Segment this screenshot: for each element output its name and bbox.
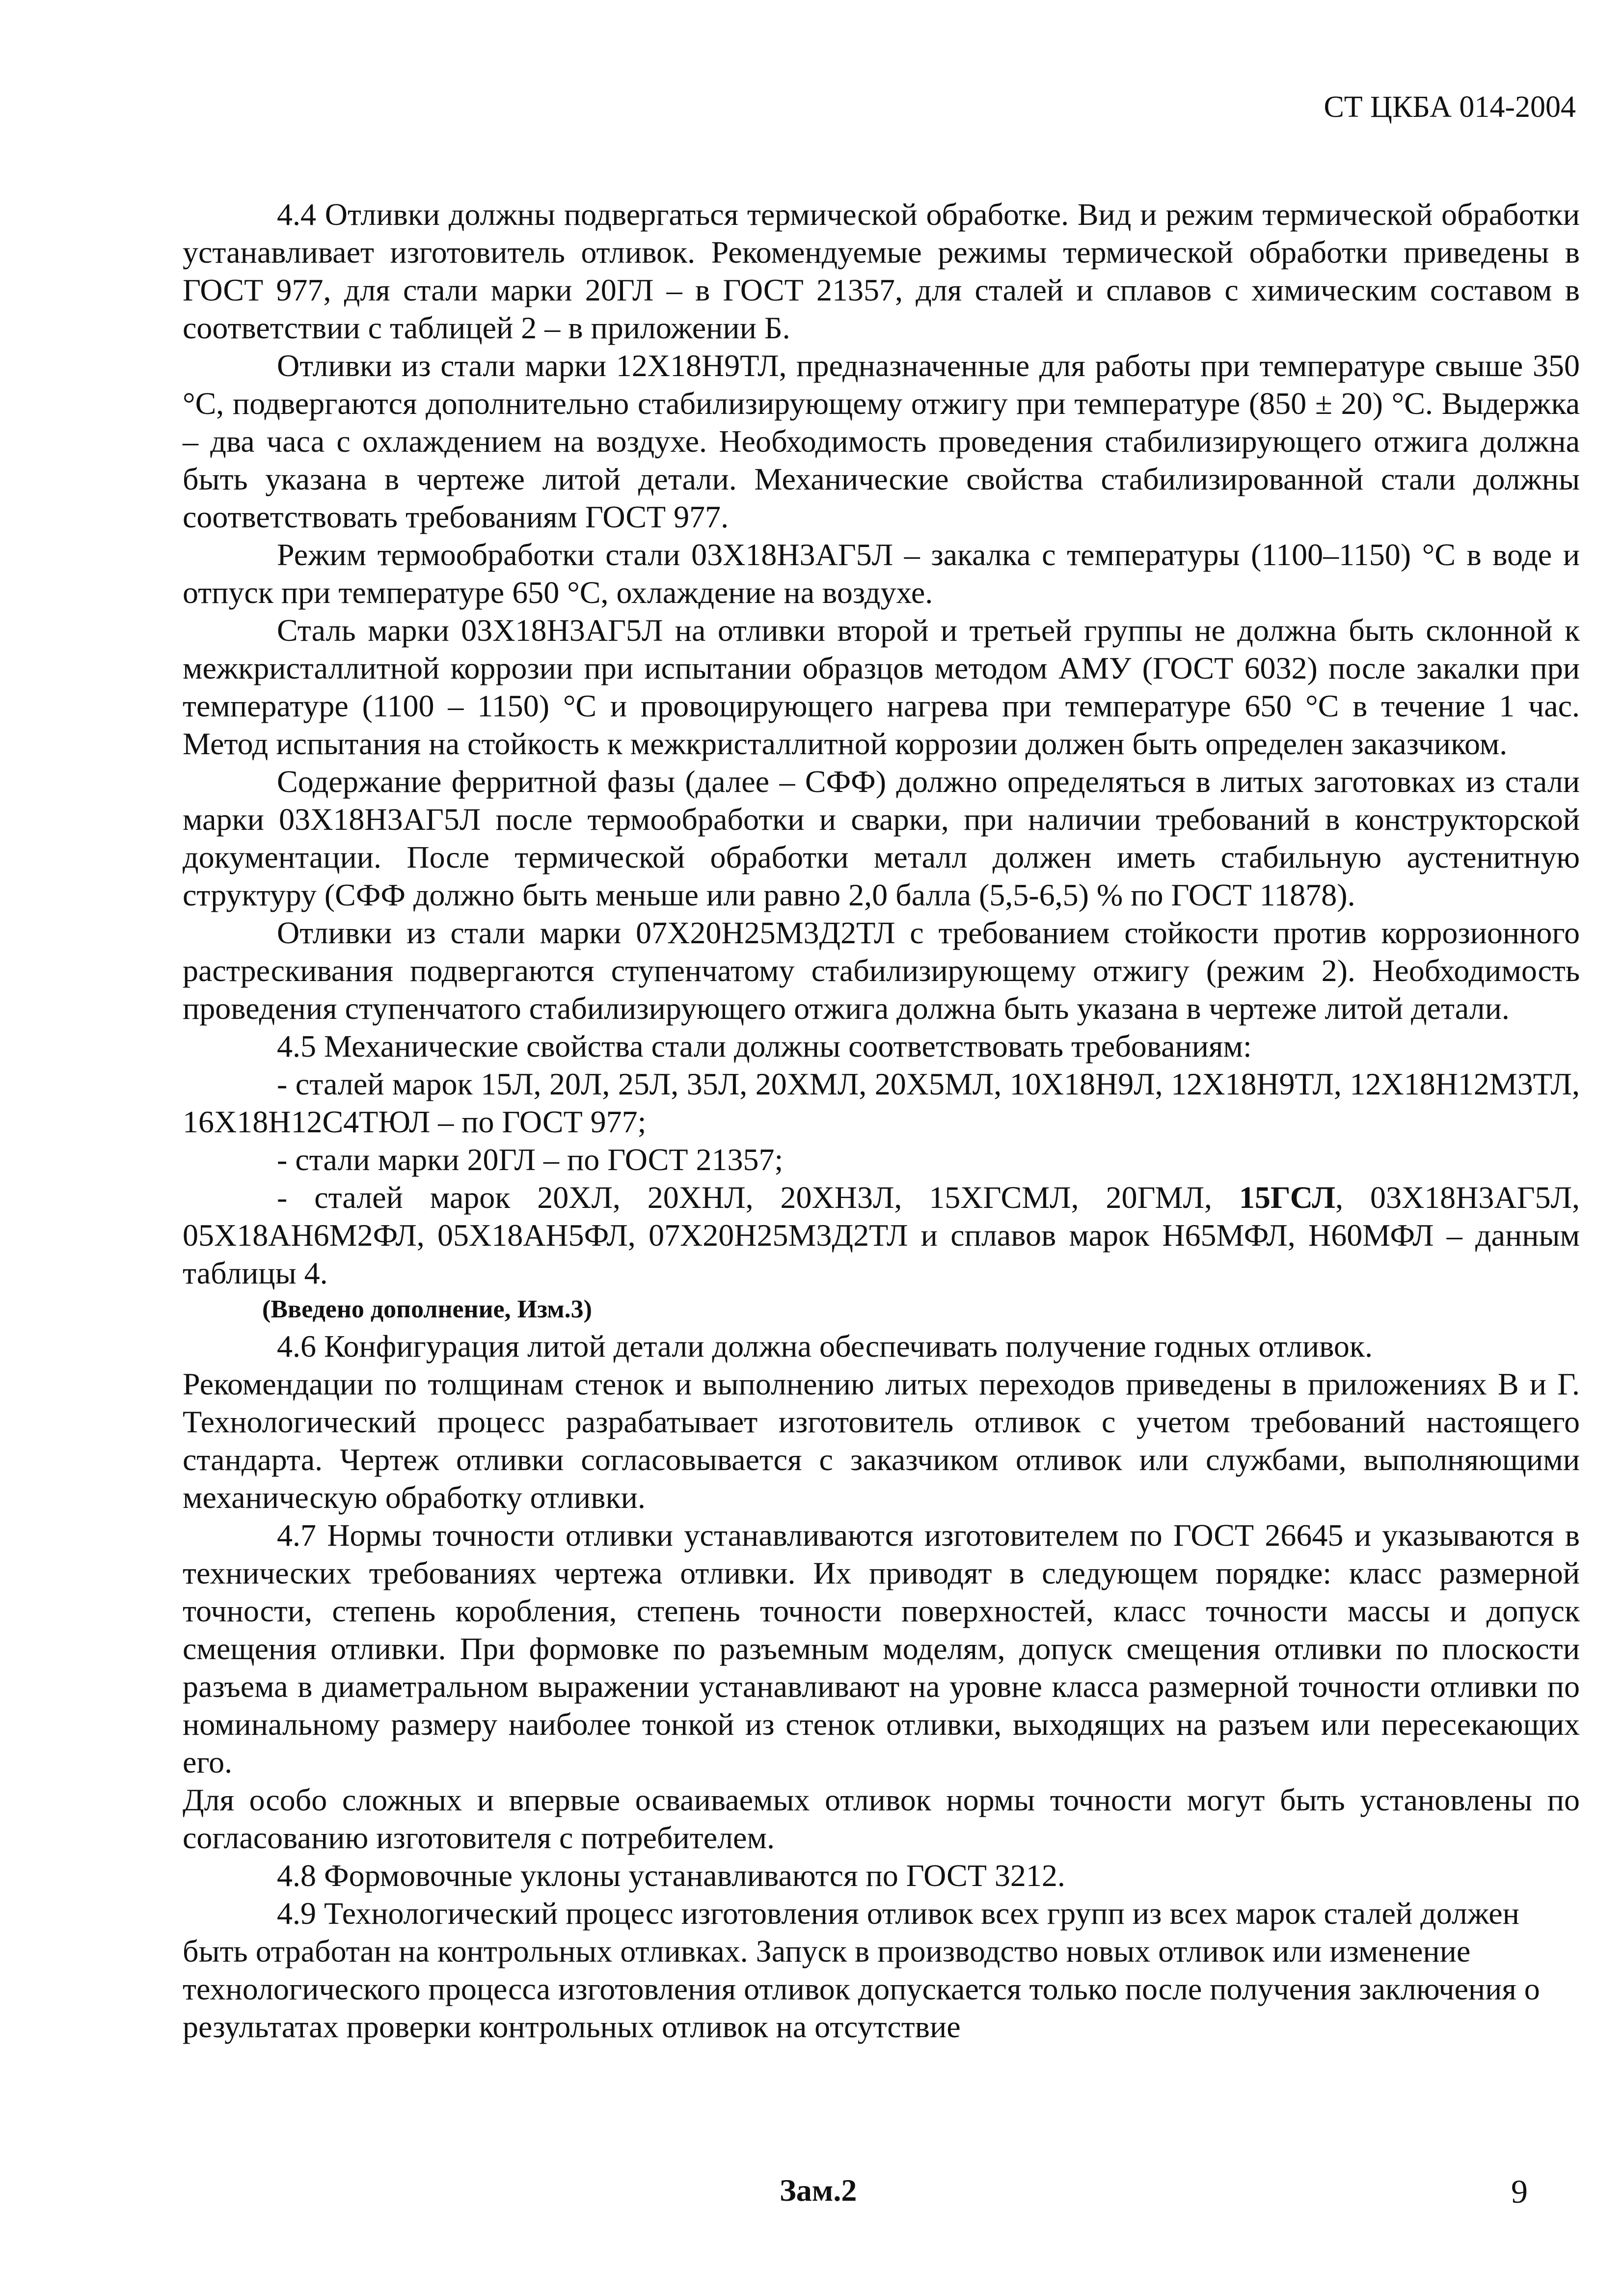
list-item-table-4	[183, 1178, 1580, 1292]
paragraph-complex-castings: Для особо сложных и впервые осваиваемых отливок нормы точности могут быть установлены по согласованию изготовителя с потребителем.	[183, 1782, 1580, 1855]
paragraph-4-6: 4.6 Конфигурация литой детали должна обеспечивать получение годных отливок.	[277, 1329, 1373, 1364]
list-item-gost-21357: - стали марки 20ГЛ – по ГОСТ 21357;	[277, 1142, 784, 1177]
list-item-gost-977: - сталей марок 15Л, 20Л, 25Л, 35Л, 20ХМЛ, 20Х5МЛ, 10Х18Н9Л, 12Х18Н9ТЛ, 12Х18Н12М3ТЛ, 16Х18Н12С4ТЮЛ – по ГОСТ 977;	[183, 1066, 1580, 1139]
paragraph-4-9: 4.9 Технологический процесс изготовления отливок всех групп из всех марок сталей должен быть отработан на контрольных отливках. Запуск в производство новых отливок или изменение технологического процесса изготовления отливок допускается только после получения заключения о результатах проверки контрольных отливок на отсутствие	[183, 1896, 1540, 2044]
paragraph-4-5: 4.5 Механические свойства стали должны соответствовать требованиям:	[277, 1029, 1252, 1064]
page-number: 9	[1511, 2173, 1528, 2210]
change-mark: Зам.2	[780, 2173, 857, 2208]
paragraph-4-8: 4.8 Формовочные уклоны устанавливаются по ГОСТ 3212.	[277, 1858, 1065, 1893]
paragraph-stress-cracking: Отливки из стали марки 07Х20Н25М3Д2ТЛ с требованием стойкости против коррозионного растрескивания подвергаются ступенчатому стабилизирующему отжигу (режим 2). Необходимость проведения ступенчатого стабилизирующего отжига должна быть указана в чертеже литой детали.	[183, 915, 1580, 1026]
document-body	[183, 195, 1580, 2046]
steel-grade-15gsl: 15ГСЛ	[1239, 1180, 1336, 1215]
paragraph-intergranular-corrosion: Сталь марки 03Х18Н3АГ5Л на отливки второй и третьей группы не должна быть склонной к межкристаллитной коррозии при испытании образцов методом АМУ (ГОСТ 6032) после закалки при температуре (1100 – 1150) °С и провоцирующего нагрева при температуре 650 °С в течение 1 час. Метод испытания на стойкость к межкристаллитной коррозии должен быть определен заказчиком.	[183, 613, 1580, 761]
list-item-table-4-part-1: - сталей марок 20ХЛ, 20ХНЛ, 20ХН3Л, 15ХГСМЛ, 20ГМЛ,	[277, 1180, 1239, 1215]
paragraph-4-7: 4.7 Нормы точности отливки устанавливаются изготовителем по ГОСТ 26645 и указываются в технических требованиях чертежа отливки. Их приводят в следующем порядке: класс размерной точности, степень коробления, степень точности поверхностей, класс точности массы и допуск смещения отливки. При формовке по разъемным моделям, допуск смещения отливки по плоскости разъема в диаметральном выражении устанавливают на уровне класса размерной точности отливки по номинальному размеру наиболее тонкой из стенок отливки, выходящих на разъем или пересекающих его.	[183, 1518, 1580, 1779]
paragraph-4-4: 4.4 Отливки должны подвергаться термической обработке. Вид и режим термической обработки устанавливает изготовитель отливок. Рекомендуемые режимы термической обработки приведены в ГОСТ 977, для стали марки 20ГЛ – в ГОСТ 21357, для сталей и сплавов с химическим составом в соответствии с таблицей 2 – в приложении Б.	[183, 197, 1580, 345]
document-code: СТ ЦКБА 014-2004	[1324, 90, 1576, 124]
amendment-note: (Введено дополнение, Изм.3)	[262, 1295, 592, 1323]
paragraph-ferrite-phase: Содержание ферритной фазы (далее – СФФ) должно определяться в литых заготовках из стали марки 03Х18Н3АГ5Л после термообработки и сварки, при наличии требований в конструкторской документации. После термической обработки металл должен иметь стабильную аустенитную структуру (СФФ должно быть меньше или равно 2,0 балла (5,5-6,5) % по ГОСТ 11878).	[183, 764, 1580, 912]
paragraph-heat-treatment-mode: Режим термообработки стали 03Х18Н3АГ5Л – закалка с температуры (1100–1150) °С в воде и отпуск при температуре 650 °С, охлаждение на воздухе.	[183, 537, 1580, 610]
list-item-table-4-part-2: , 03Х18Н3АГ5Л, 05Х18АН6М2ФЛ, 05Х18АН5ФЛ, 07Х20Н25М3Д2ТЛ и сплавов марок Н65МФЛ, Н60МФЛ – данным таблицы 4.	[183, 1180, 1580, 1290]
paragraph-wall-thickness-recommendations: Рекомендации по толщинам стенок и выполнению литых переходов приведены в приложениях В и Г. Технологический процесс разрабатывает изготовитель отливок с учетом требований настоящего стандарта. Чертеж отливки согласовывается с заказчиком отливок или службами, выполняющими механическую обработку отливки.	[183, 1367, 1580, 1515]
paragraph-stabilizing-annealing: Отливки из стали марки 12Х18Н9ТЛ, предназначенные для работы при температуре свыше 350 °С, подвергаются дополнительно стабилизирующему отжигу при температуре (850 ± 20) °С. Выдержка – два часа с охлаждением на воздухе. Необходимость проведения стабилизирующего отжига должна быть указана в чертеже литой детали. Механические свойства стабилизированной стали должны соответствовать требованиям ГОСТ 977.	[183, 348, 1580, 534]
